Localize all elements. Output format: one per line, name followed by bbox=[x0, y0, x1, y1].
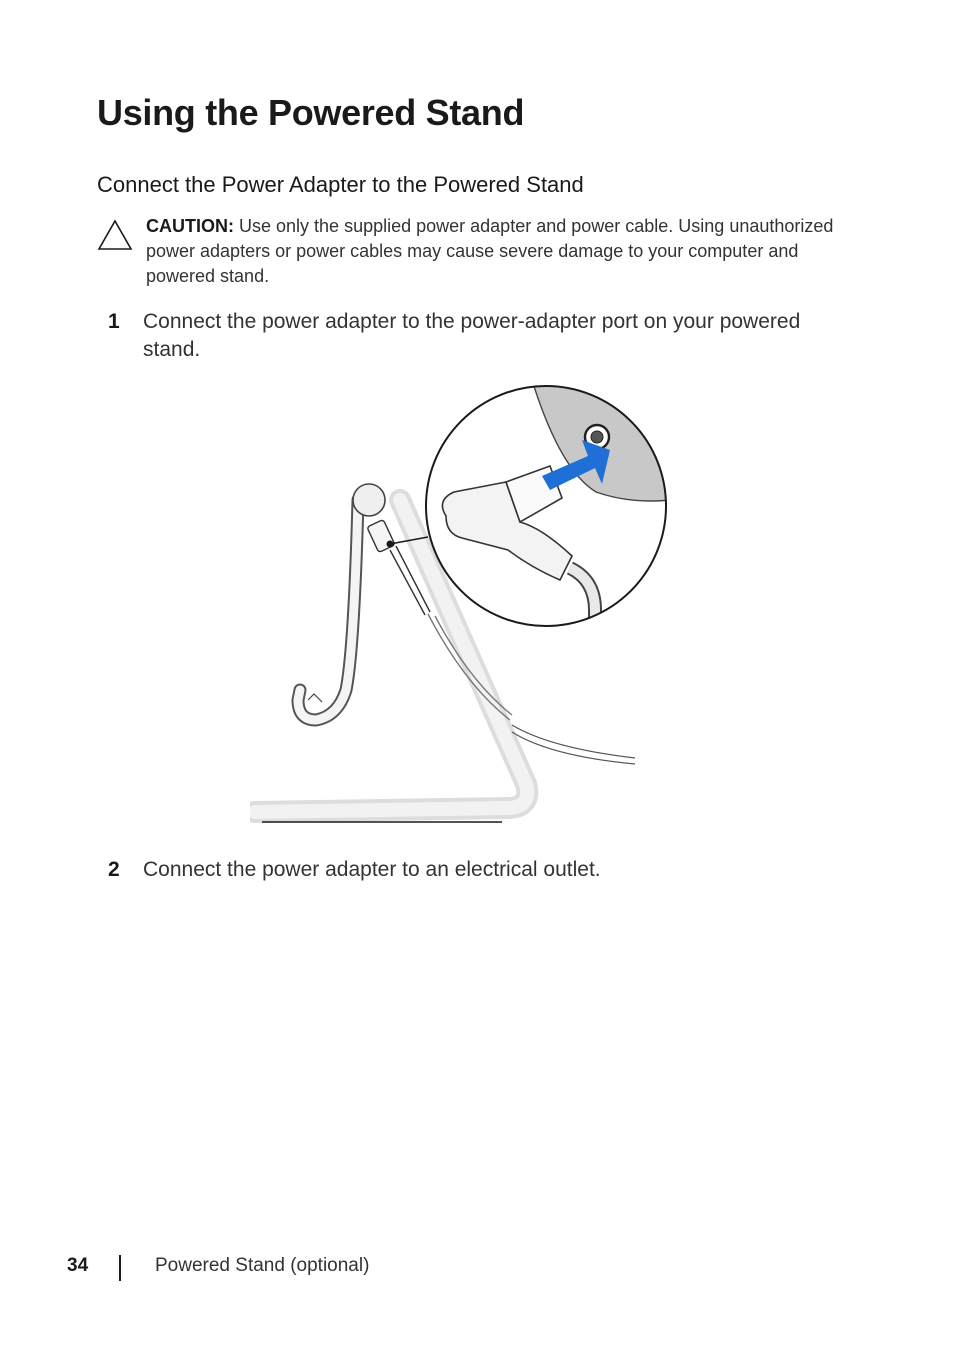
footer-divider bbox=[119, 1255, 121, 1281]
caution-text: Use only the supplied power adapter and power cable. Using unauthorized power adapters or power cables may cause severe damage to your computer and powered stand. bbox=[146, 216, 834, 286]
step-2 bbox=[108, 856, 828, 886]
stand-arm bbox=[298, 484, 385, 720]
step-1 bbox=[108, 308, 828, 368]
page-title: Using the Powered Stand bbox=[97, 92, 525, 133]
step-number: 2 bbox=[108, 858, 120, 881]
zoom-detail bbox=[426, 380, 670, 640]
step-text: Connect the power adapter to the power-adapter port on your powered stand. bbox=[143, 310, 801, 361]
section-title: Connect the Power Adapter to the Powered Stand bbox=[97, 172, 584, 197]
step-number: 1 bbox=[108, 310, 120, 333]
power-adapter-connection-illustration bbox=[250, 380, 670, 830]
step-text: Connect the power adapter to an electrical outlet. bbox=[143, 858, 601, 881]
footer-title: Powered Stand (optional) bbox=[155, 1255, 370, 1276]
caution-label: CAUTION: bbox=[146, 216, 234, 236]
caution-note bbox=[146, 214, 836, 289]
page-number: 34 bbox=[67, 1255, 89, 1276]
caution-triangle-icon bbox=[97, 219, 133, 251]
